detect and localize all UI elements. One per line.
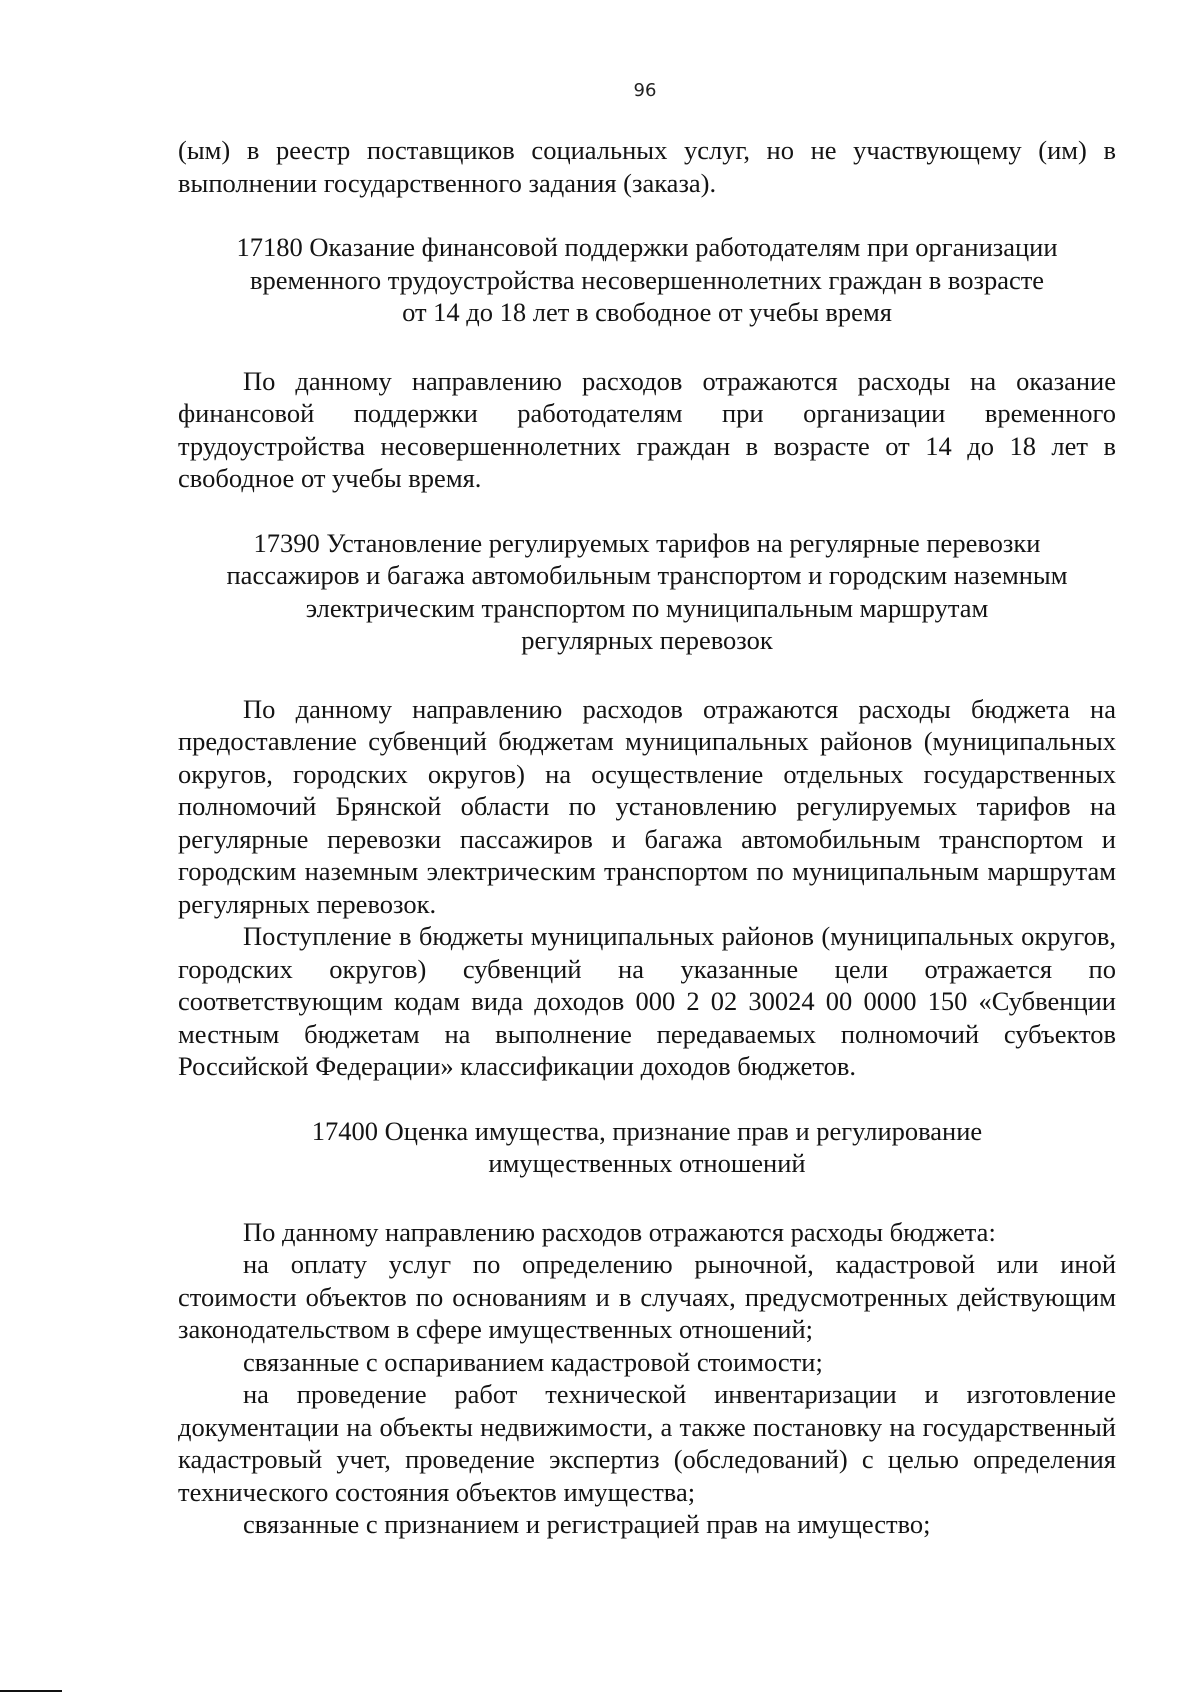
section-heading-17180 <box>178 231 1116 329</box>
section-heading-17400 <box>178 1115 1116 1180</box>
bottom-edge-rule <box>0 1690 62 1692</box>
heading-line: имущественных отношений <box>488 1148 806 1178</box>
list-item: на проведение работ технической инвентаризации и изготовление документации на объекты недвижимости, а также постановку на государственный кадастровый учет, проведение экспертиз (обследований) с целью определения технического состояния объектов имущества; <box>178 1379 1116 1507</box>
heading-line: электрическим транспортом по муниципальным маршрутам <box>305 592 989 623</box>
document-body <box>178 134 1116 1541</box>
heading-line: временного трудоустройства несовершеннолетних граждан в возрасте <box>249 264 1045 295</box>
paragraph: По данному направлению расходов отражаются расходы бюджета на предоставление субвенций бюджетам муниципальных районов (муниципальных округов, городских округов) на осуществление отдельных государственных полномочий Брянской области по установлению регулируемых тарифов на регулярные перевозки пассажиров и багажа автомобильным транспортом и городским наземным электрическим транспортом по муниципальным маршрутам регулярных перевозок. <box>178 693 1116 919</box>
paragraph: Поступление в бюджеты муниципальных районов (муниципальных округов, городских округов) субвенций на указанные цели отражается по соответствующим кодам вида доходов 000 2 02 30024 00 0000 150 «Субвенции местным бюджетам на выполнение передаваемых полномочий субъектов Российской Федерации» классификации доходов бюджетов. <box>178 921 1116 1081</box>
paragraph: По данному направлению расходов отражаются расходы на оказание финансовой поддержки работодателям при организации временного трудоустройства несовершеннолетних граждан в возрасте от 14 до 18 лет в свободное от учебы время. <box>178 365 1116 493</box>
heading-line: 17400 Оценка имущества, признание прав и регулирование <box>311 1115 983 1146</box>
heading-line: регулярных перевозок <box>521 625 773 655</box>
paragraph-continuation: (ым) в реестр поставщиков социальных услуг, но не участвующему (им) в выполнении государственного задания (заказа). <box>178 135 1116 198</box>
paragraph: По данному направлению расходов отражаются расходы бюджета: <box>243 1216 996 1247</box>
list-item: связанные с оспариванием кадастровой стоимости; <box>243 1346 823 1377</box>
section-heading-17390 <box>178 527 1116 657</box>
page-number: 96 <box>633 80 657 101</box>
list-item: на оплату услуг по определению рыночной, кадастровой или иной стоимости объектов по основаниям и в случаях, предусмотренных действующим законодательством в сфере имущественных отношений; <box>178 1249 1116 1344</box>
heading-line: от 14 до 18 лет в свободное от учебы время <box>402 297 892 327</box>
heading-line: 17180 Оказание финансовой поддержки работодателям при организации <box>236 232 1058 262</box>
list-item: связанные с признанием и регистрацией прав на имущество; <box>243 1509 931 1539</box>
heading-line: 17390 Установление регулируемых тарифов на регулярные перевозки <box>253 527 1041 558</box>
heading-line: пассажиров и багажа автомобильным транспортом и городским наземным <box>226 560 1068 590</box>
